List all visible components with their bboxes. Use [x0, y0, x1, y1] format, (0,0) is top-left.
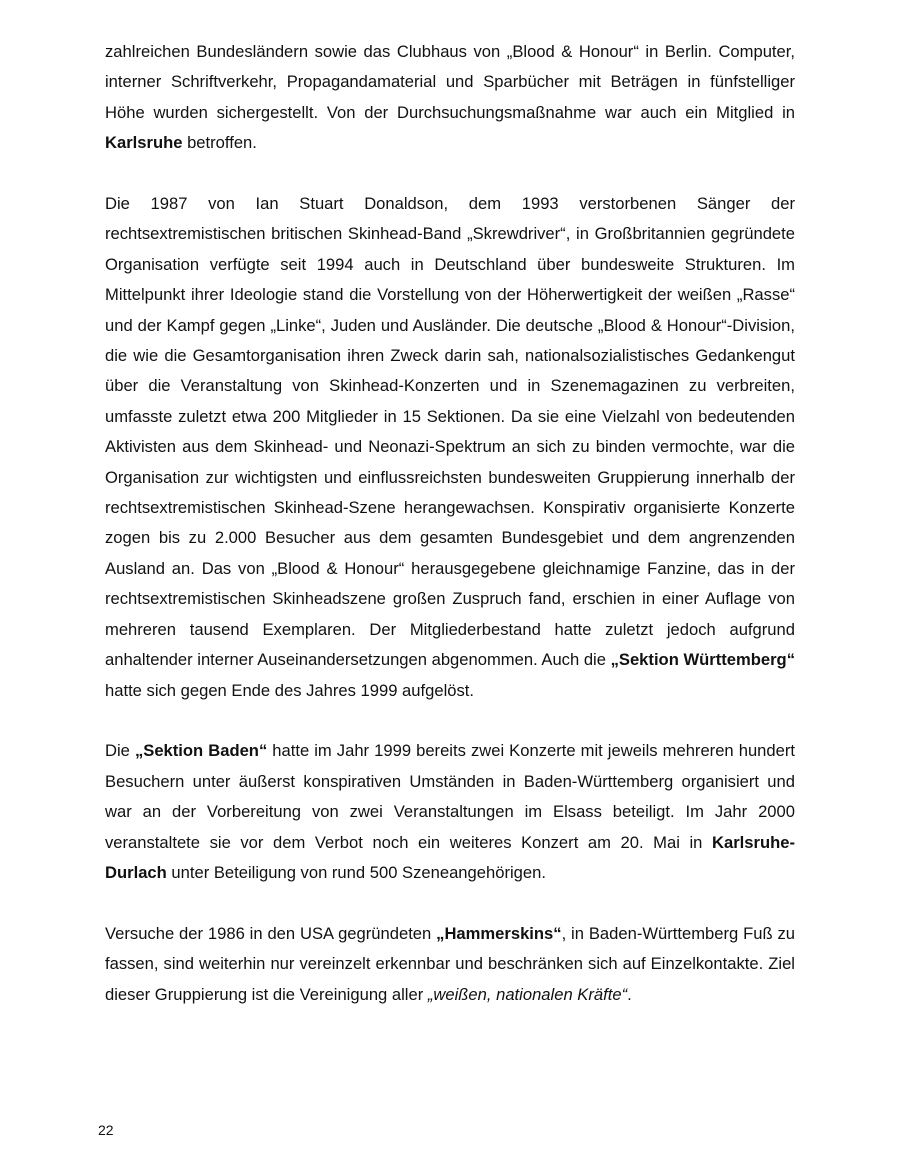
paragraph-2-text: Die 1987 von Ian Stuart Donaldson, dem 1993 verstorbenen Sänger der rechtsextremistischen britischen Skinhead-Band „Skrewdriver“, in Großbritannien gegründete Organisation verfügte seit 1994 auch in Deutschland über bundesweite Strukturen. Im Mittelpunkt ihrer Ideologie stand die Vorstellung von der Höherwertigkeit der weißen „Rasse“ und der Kampf gegen „Linke“, Juden und Ausländer. Die deutsche „Blood & Honour“-Division, die wie die Gesamtorganisation ihren Zweck darin sah, nationalsozialistisches Gedankengut über die Veranstaltung von Skinhead-Konzerten und in Szenemagazinen zu verbreiten, umfasste zuletzt etwa 200 Mitglieder in 15 Sektionen. Da sie eine Vielzahl von bedeutenden Aktivisten aus dem Skinhead- und Neonazi-Spektrum an sich zu binden vermochte, war die Organisation zur wichtigsten und einflussreichsten bundesweiten Gruppierung innerhalb der rechtsextremistischen Skinhead-Szene herangewachsen. Konspirativ organisierte Konzerte zogen bis zu 2.000 Besucher aus dem gesamten Bundesgebiet und dem angrenzenden Ausland an. Das von „Blood & Honour“ herausgegebene gleichnamige Fanzine, das in der rechtsextremistischen Skinheadszene großen Zuspruch fand, erschien in einer Auflage von mehreren tausend Exemplaren. Der Mitgliederbestand hatte zuletzt jedoch aufgrund anhaltender interner Auseinandersetzungen abgenommen. Auch die: [105, 194, 795, 670]
page-number: 22: [98, 1122, 114, 1138]
paragraph-3-bold-karlsruhe-durlach: Karlsruhe- Durlach: [105, 832, 795, 882]
paragraph-2-bold-sektion-wuerttemberg: „Sektion Württemberg“: [610, 650, 795, 670]
paragraph-4-text: , in Baden-Württemberg Fuß zu fassen, sind weiterhin nur vereinzelt erkennbar und beschränken sich auf Einzelkontakte. Ziel dieser Gruppierung ist die Vereinigung aller: [105, 923, 795, 1004]
paragraph-4: [105, 919, 795, 1010]
paragraph-4-text-end: .: [627, 984, 632, 1004]
paragraph-3-text: hatte im Jahr 1999 bereits zwei Konzerte mit jeweils mehreren hundert Besuchern unter äußerst konspirativen Umständen in Baden-Württemberg organisiert und war an der Vorbereitung von zwei Veranstaltungen im Elsass beteiligt. Im Jahr 2000 veranstaltete sie vor dem Verbot noch ein weiteres Konzert am 20. Mai in: [105, 741, 795, 852]
paragraph-1-bold-karlsruhe: Karlsruhe: [105, 133, 183, 153]
paragraph-1: [105, 37, 795, 159]
paragraph-2: [105, 189, 795, 706]
document-body: [105, 37, 795, 1040]
paragraph-3: [105, 736, 795, 888]
paragraph-4-bold-hammerskins: „Hammerskins“: [436, 923, 562, 943]
paragraph-1-text-end: betroffen.: [182, 133, 257, 153]
paragraph-4-italic-quote: „weißen, nationalen Kräfte“: [427, 984, 628, 1004]
paragraph-4-text-start: Versuche der 1986 in den USA gegründeten: [105, 923, 437, 943]
paragraph-3-text-start: Die: [105, 741, 135, 761]
paragraph-1-text: zahlreichen Bundesländern sowie das Clubhaus von „Blood & Honour“ in Berlin. Computer, interner Schriftverkehr, Propagandamaterial und Sparbücher mit Beträgen in fünfstelliger Höhe wurden sichergestellt. Von der Durchsuchungsmaßnahme war auch ein Mitglied in: [105, 42, 795, 122]
paragraph-3-text-end: unter Beteiligung von rund 500 Szeneangehörigen.: [166, 862, 546, 882]
paragraph-3-bold-sektion-baden: „Sektion Baden“: [134, 741, 268, 761]
paragraph-2-text-end: hatte sich gegen Ende des Jahres 1999 aufgelöst.: [105, 680, 475, 700]
